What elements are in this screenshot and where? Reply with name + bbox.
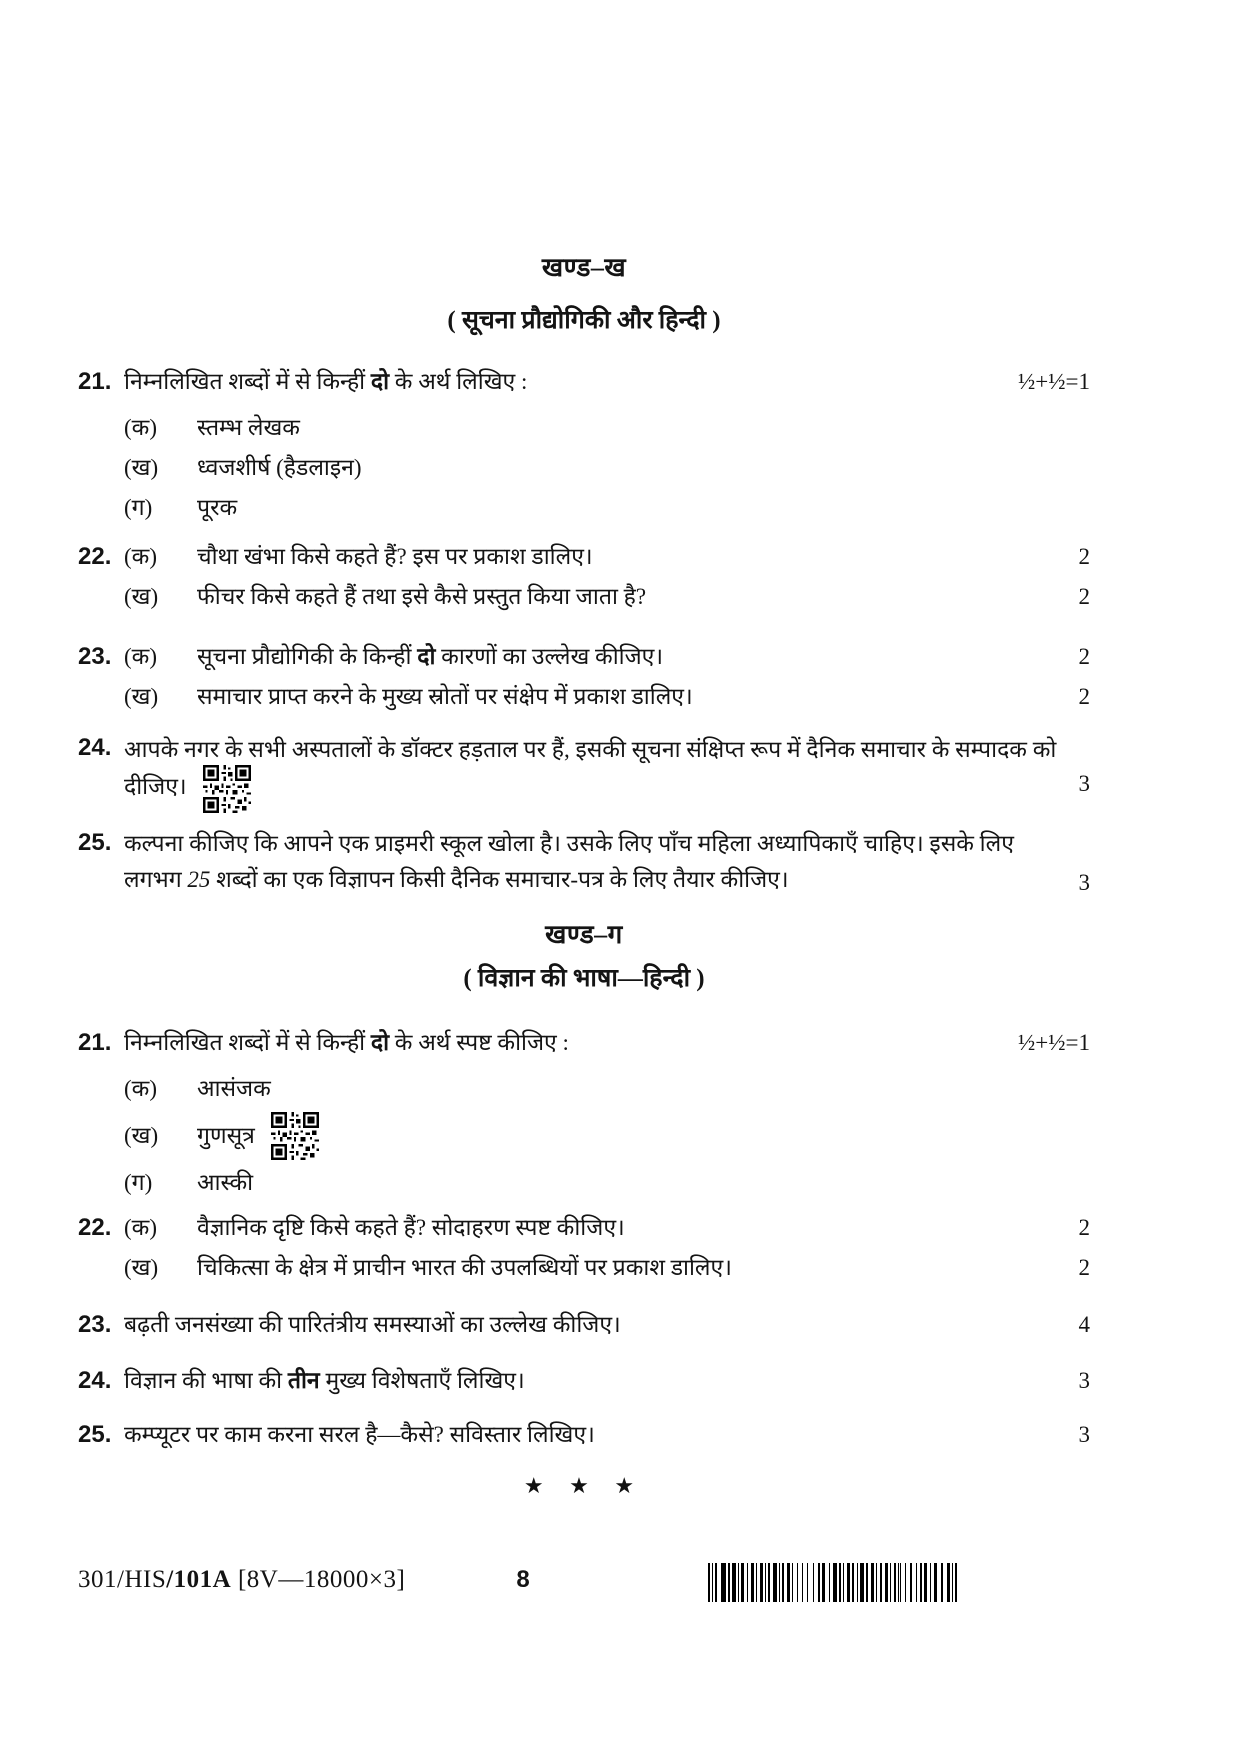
question-c24 (78, 1364, 1090, 1404)
option-label: (क) (124, 415, 157, 440)
question-text-part: विज्ञान की भाषा की (124, 1368, 288, 1393)
question-text-part: मुख्य विशेषताएँ लिखिए। (319, 1368, 525, 1393)
question-c25 (78, 1418, 1090, 1458)
question-text: वैज्ञानिक दृष्टि किसे कहते हैं? सोदाहरण स्पष्ट कीजिए। (197, 1215, 625, 1240)
option-label: (क) (124, 1215, 157, 1240)
option-label: (ख) (124, 684, 159, 709)
question-text: चिकित्सा के क्षेत्र में प्राचीन भारत की उपलब्धियों पर प्रकाश डालिए। (197, 1255, 732, 1280)
option-label: (क) (124, 1076, 157, 1101)
question-text-part: सूचना प्रौद्योगिकी के किन्हीं (197, 644, 418, 669)
question-text-italic: 25 (187, 867, 211, 892)
marks-value: 2 (1078, 584, 1090, 609)
option-text: ध्वजशीर्ष (हैडलाइन) (197, 455, 362, 480)
sub-question-row (124, 1211, 1090, 1245)
question-b21 (78, 365, 1090, 531)
option-label: (ग) (124, 495, 153, 520)
question-b25 (78, 826, 1090, 898)
option-row (124, 1166, 1090, 1200)
question-b22 (78, 540, 1090, 620)
option-row (124, 491, 1090, 525)
question-number: 22. (78, 1214, 112, 1241)
question-text-bold: तीन (287, 1368, 320, 1393)
section-b-heading: खण्ड–ख (541, 253, 627, 282)
option-label: (क) (124, 644, 157, 669)
question-text-part: निम्नलिखित शब्दों में से किन्हीं (124, 369, 371, 394)
sub-question-row (124, 640, 1090, 674)
sub-question-row (124, 580, 1090, 614)
question-text-bold: दो (417, 644, 436, 669)
footer-paper-code (78, 1566, 405, 1594)
question-text (124, 365, 990, 399)
option-row (124, 411, 1090, 445)
marks-value: ½+½=1 (1018, 369, 1090, 394)
sub-question-row (124, 1251, 1090, 1285)
option-label: (क) (124, 544, 157, 569)
marks-value: 2 (1078, 1255, 1090, 1280)
question-text-part: कारणों का उल्लेख कीजिए। (435, 644, 664, 669)
option-label: (ख) (124, 455, 159, 480)
option-row (124, 1112, 1090, 1160)
section-c-subheading: ( विज्ञान की भाषा—हिन्दी ) (463, 965, 705, 992)
question-c22 (78, 1211, 1090, 1291)
question-text: समाचार प्राप्त करने के मुख्य स्रोतों पर संक्षेप में प्रकाश डालिए। (197, 684, 693, 709)
question-text: चौथा खंभा किसे कहते हैं? इस पर प्रकाश डालिए। (197, 544, 593, 569)
option-label: (ख) (124, 1123, 159, 1148)
marks-value: 2 (1078, 544, 1090, 569)
question-number: 22. (78, 543, 112, 570)
question-number: 24. (78, 734, 112, 761)
question-text (197, 640, 990, 674)
question-text: कम्प्यूटर पर काम करना सरल है—कैसे? सविस्तार लिखिए। (124, 1422, 595, 1447)
option-list (124, 411, 1090, 525)
option-label: (ग) (124, 1170, 153, 1195)
question-text (124, 1026, 990, 1060)
marks-value: 3 (1078, 1368, 1090, 1393)
marks-value: ½+½=1 (1018, 1030, 1090, 1055)
footer-code-part: [8V—18000×3] (231, 1566, 406, 1593)
marks-value: 4 (1078, 1312, 1090, 1337)
question-b24 (78, 731, 1090, 805)
question-number: 23. (78, 643, 112, 670)
qr-code-icon (271, 1112, 319, 1160)
sub-question-row (124, 540, 1090, 574)
question-c21 (78, 1026, 1090, 1206)
marks-value: 3 (1078, 870, 1090, 895)
question-text-part: निम्नलिखित शब्दों में से किन्हीं (124, 1030, 371, 1055)
marks-value: 2 (1078, 684, 1090, 709)
question-number: 23. (78, 1311, 112, 1338)
option-text: स्तम्भ लेखक (197, 415, 300, 440)
question-c23 (78, 1308, 1090, 1348)
section-c-heading: खण्ड–ग (545, 920, 623, 949)
marks-value: 3 (1078, 771, 1090, 796)
question-text-part: के अर्थ स्पष्ट कीजिए : (389, 1030, 569, 1055)
option-list (124, 1072, 1090, 1200)
question-text (124, 1364, 990, 1398)
sub-question-row (124, 680, 1090, 714)
question-number: 25. (78, 1421, 112, 1448)
page-number: 8 (516, 1566, 530, 1593)
footer-code-part: 301/HIS (78, 1566, 167, 1593)
qr-code-icon (203, 765, 251, 813)
option-row (124, 451, 1090, 485)
barcode-icon (708, 1563, 968, 1602)
option-label: (ख) (124, 584, 159, 609)
end-stars-separator: ★ ★ ★ (523, 1473, 645, 1498)
question-number: 21. (78, 368, 112, 395)
option-text: आस्की (197, 1170, 254, 1195)
question-b23 (78, 640, 1090, 720)
question-text: फीचर किसे कहते हैं तथा इसे कैसे प्रस्तुत किया जाता है? (197, 584, 647, 609)
marks-value: 3 (1078, 1422, 1090, 1447)
option-row (124, 1072, 1090, 1106)
section-b-subheading: ( सूचना प्रौद्योगिकी और हिन्दी ) (447, 307, 721, 334)
question-number: 24. (78, 1367, 112, 1394)
option-label: (ख) (124, 1255, 159, 1280)
question-text-part: कल्पना कीजिए कि आपने एक प्राइमरी स्कूल खोला है। उसके लिए पाँच महिला अध्यापिकाएँ चाहिए। इसके लिए लगभग (124, 831, 1014, 892)
question-text: बढ़ती जनसंख्या की पारितंत्रीय समस्याओं का उल्लेख कीजिए। (124, 1312, 621, 1337)
question-text-bold: दो (370, 369, 390, 394)
question-text (124, 731, 1090, 805)
question-text-bold: दो (370, 1030, 390, 1055)
question-text-part: आपके नगर के सभी अस्पतालों के डॉक्टर हड़ताल पर हैं, इसकी सूचना संक्षिप्त रूप में दैनिक समाचार के सम्पादक को दीजिए। (124, 737, 1057, 799)
question-number: 21. (78, 1029, 112, 1056)
question-text (124, 826, 1024, 898)
marks-value: 2 (1078, 1215, 1090, 1240)
question-number: 25. (78, 829, 112, 856)
option-text: गुणसूत्र (197, 1123, 255, 1148)
question-text-part: शब्दों का एक विज्ञापन किसी दैनिक समाचार-पत्र के लिए तैयार कीजिए। (210, 867, 789, 892)
option-text: आसंजक (197, 1076, 271, 1101)
question-text-part: के अर्थ लिखिए : (389, 369, 528, 394)
marks-value: 2 (1078, 644, 1090, 669)
option-text: पूरक (197, 495, 238, 520)
footer-code-bold: /101A (166, 1566, 232, 1593)
